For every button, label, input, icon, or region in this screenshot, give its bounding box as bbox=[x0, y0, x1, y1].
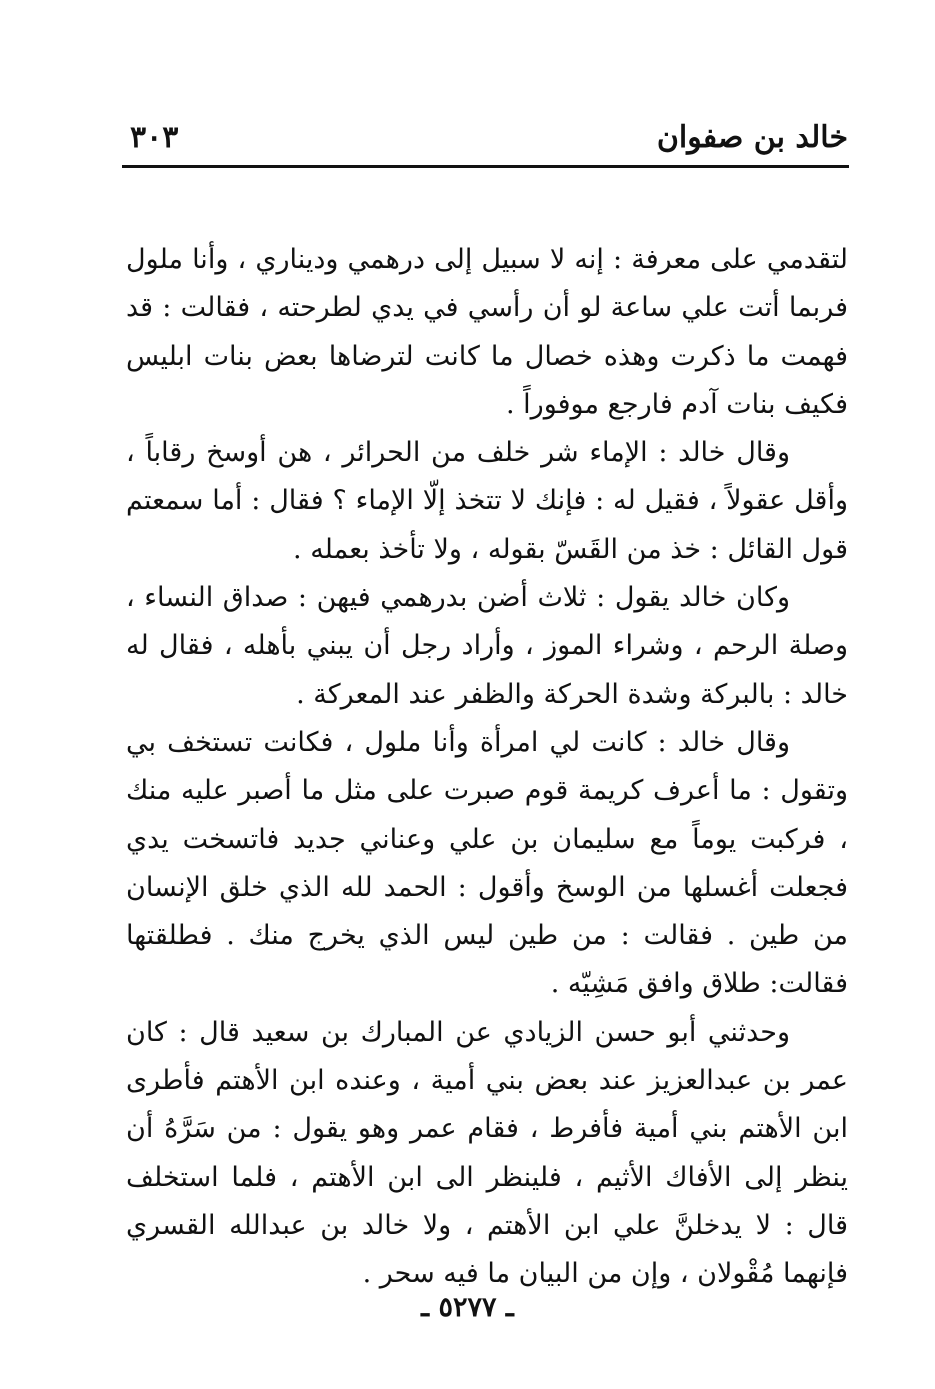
page-number: ٣٠٣ bbox=[130, 120, 179, 155]
paragraph-2: وقال خالد : الإماء شر خلف من الحرائر ، هن أوسخ رقاباً ، وأقل عقولاً ، فقيل له : فإنك لا تتخذ إلّا الإماء ؟ فقال : أما سمعتم قول القائل : خذ من القَسّ بقوله ، ولا تأخذ بعمله . bbox=[126, 437, 848, 565]
paragraph-4: وقال خالد : كانت لي امرأة وأنا ملول ، فكانت تستخف بي وتقول : ما أعرف كريمة قوم صبرت على مثل ما أصبر عليه منك ، فركبت يوماً مع سليمان بن علي وعناني جديد فاتسخت يدي فجعلت أغسلها من الوسخ وأقول : الحمد لله الذي خلق الإنسان من طين . فقالت : من طين ليس الذي يخرج منك . فطلقتها فقالت: طلاق وافق مَشِيّه . bbox=[126, 726, 848, 1000]
footer-page-code: ـ ٥٢٧٧ ـ bbox=[421, 1292, 514, 1323]
header-rule bbox=[122, 165, 849, 168]
running-head-title: خالد بن صفوان bbox=[656, 120, 848, 155]
paragraph-1: لتقدمي على معرفة : إنه لا سبيل إلى درهمي وديناري ، وأنا ملول فربما أتت علي ساعة لو أن رأسي في يدي لطرحته ، فقالت : قد فهمت ما ذكرت وهذه خصال ما كانت لترضاها بعض بنات ابليس فكيف بنات آدم فارجع موفوراً . bbox=[126, 244, 848, 420]
main-text bbox=[126, 236, 848, 1299]
running-header bbox=[120, 112, 850, 162]
paragraph-3: وكان خالد يقول : ثلاث أضن بدرهمي فيهن : صداق النساء ، وصلة الرحم ، وشراء الموز ، وأراد رجل أن يبني بأهله ، فقال له خالد : بالبركة وشدة الحركة والظفر عند المعركة . bbox=[126, 582, 848, 710]
paragraph-5: وحدثني أبو حسن الزيادي عن المبارك بن سعيد قال : كان عمر بن عبدالعزيز عند بعض بني أمية ، وعنده ابن الأهتم فأطرى ابن الأهتم بني أمية فأفرط ، فقام عمر وهو يقول : من سَرَّهُ أن ينظر إلى الأفاك الأثيم ، فلينظر الى ابن الأهتم ، فلما استخلف قال : لا يدخلنَّ علي ابن الأهتم ، ولا خالد بن عبدالله القسري فإنهما مُقْولان ، وإن من البيان ما فيه سحر . bbox=[126, 1016, 848, 1290]
